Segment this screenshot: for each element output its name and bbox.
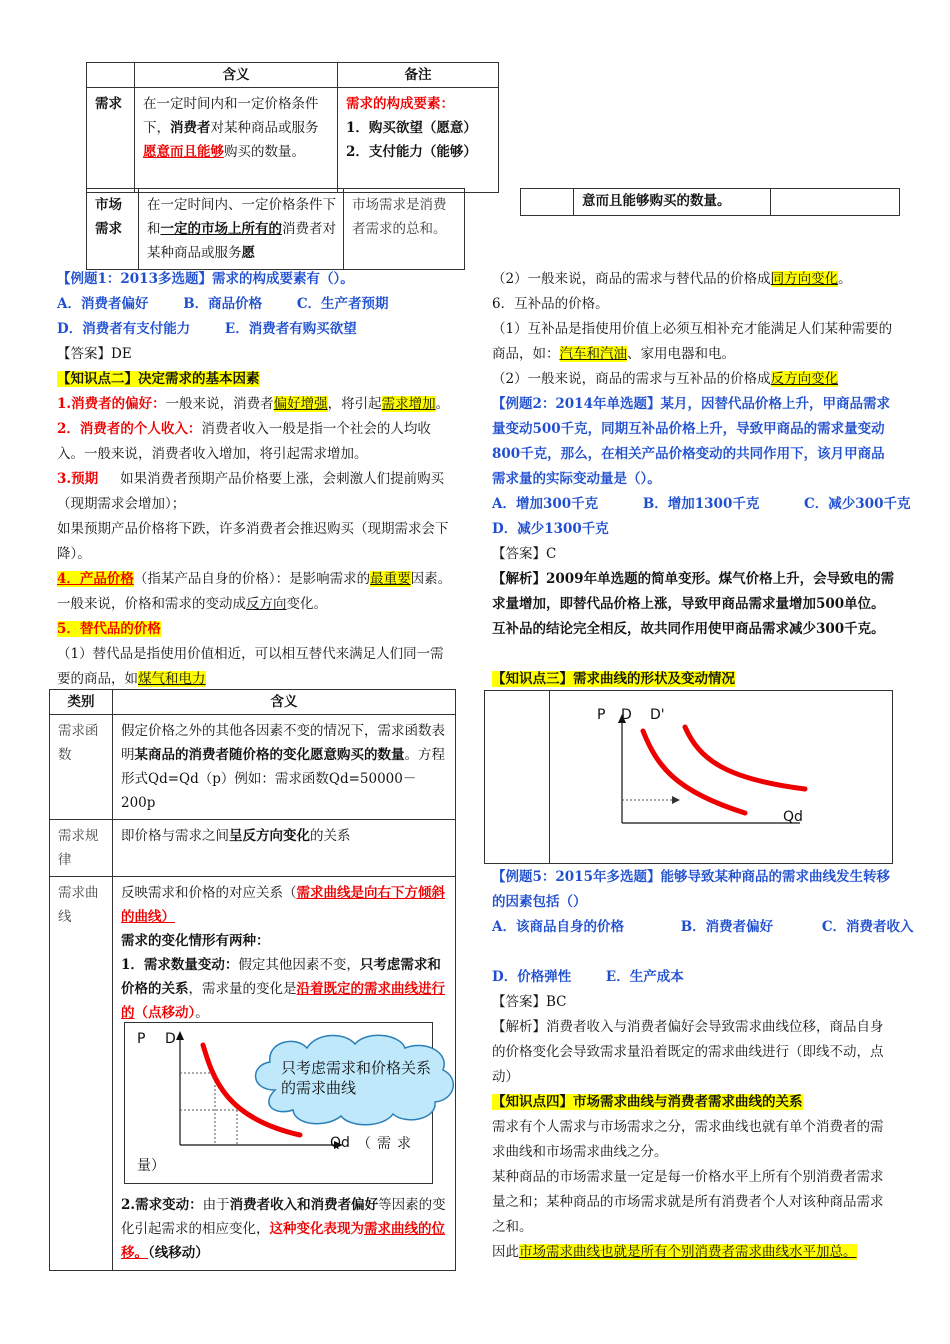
kp4-p3-a: 因此 bbox=[492, 1244, 519, 1260]
ex5-option-e: E．生产成本 bbox=[605, 969, 684, 985]
r3-c2-e: 这种变化表现为 bbox=[269, 1221, 364, 1237]
continued-note-empty bbox=[771, 189, 900, 216]
cloud-callout bbox=[245, 1030, 460, 1130]
table-header-note: 备注 bbox=[338, 63, 499, 88]
r3-c1-b: 假定其他因素不变， bbox=[238, 957, 360, 973]
ex1-option-d: D．消费者有支付能力 bbox=[57, 321, 191, 337]
c6-2-hl: 反方向变化 bbox=[770, 371, 839, 387]
market-def-1: 一定的市场上所有的 bbox=[160, 221, 282, 237]
factor4-text-a: （指某产品自身的价格）：是影响需求的 bbox=[133, 571, 371, 587]
c6-1-text-b: 、家用电器和电。 bbox=[627, 346, 735, 362]
market-def-0: 在一定时间内、一定价格条件下和 bbox=[147, 197, 336, 237]
example1-title: 【例题1：2013多选题】需求的构成要素有（）。 bbox=[57, 271, 354, 287]
factor1 bbox=[57, 392, 449, 417]
r3-change1 bbox=[121, 953, 447, 1025]
ex2-option-b: B．增加1300千克 bbox=[642, 496, 760, 512]
factor4-label: 4．产品价格 bbox=[57, 571, 134, 587]
ex5-option-b: B．消费者偏好 bbox=[680, 919, 774, 935]
demand-note-1: 1．购买欲望（愿意） bbox=[346, 120, 477, 136]
r1-text-a: 假定价格之外的其他各因素不变的情况下，需求函数表明 bbox=[121, 723, 445, 763]
r3-c1-g: 。 bbox=[195, 1005, 209, 1021]
r3-c2-c: 消费者收入和消费者偏好 bbox=[229, 1197, 379, 1213]
example1-options-row1 bbox=[57, 292, 389, 317]
r2-text-c: 的关系 bbox=[310, 828, 351, 844]
factor3-label: 3.预期 bbox=[57, 471, 99, 487]
complement-def bbox=[492, 317, 895, 367]
r3-c2-a: 2.需求变动： bbox=[121, 1197, 203, 1213]
table-header-meaning: 含义 bbox=[135, 63, 338, 88]
kp4-paragraph1: 需求有个人需求与市场需求之分，需求曲线也就有单个消费者的需求曲线和市场需求曲线之分。 bbox=[492, 1119, 884, 1160]
chart2-label-d: D bbox=[621, 707, 632, 723]
factor4-text-b: 因素。 bbox=[410, 571, 452, 587]
r1-text-c: 。方程形式Qd=Qd（p）例如：需求函数Qd=50000－200p bbox=[121, 747, 445, 811]
chart1-label-qd: Qd bbox=[330, 1135, 350, 1151]
factor4 bbox=[57, 567, 451, 592]
factor4-text2-ul: 反方向 bbox=[246, 596, 287, 612]
row-label-market-demand: 市场需求 bbox=[87, 189, 139, 270]
r3-line1 bbox=[121, 881, 447, 929]
factor4-text2-a: 一般来说，价格和需求的变动成 bbox=[57, 596, 246, 612]
factor3 bbox=[57, 467, 457, 567]
factor1-hl2: 需求增加 bbox=[381, 396, 436, 412]
factor4-hl: 最重要 bbox=[370, 571, 411, 587]
chart1-label-qd-tail: （需求 bbox=[357, 1136, 417, 1152]
table-header-empty bbox=[87, 63, 135, 88]
example5-options-row1 bbox=[492, 915, 914, 940]
continued-empty-cell bbox=[521, 189, 574, 216]
factor5-hl: 煤气和电力 bbox=[138, 671, 206, 687]
r3-c2-b: 由于 bbox=[202, 1197, 230, 1213]
factor2-text: 消费者收入一般是指一个社会的人均收入。一般来说，消费者收入增加，将引起需求增加。 bbox=[57, 421, 431, 462]
factor5-label bbox=[57, 617, 161, 642]
chart2-label-p: P bbox=[597, 707, 606, 723]
demand-shift-box bbox=[484, 690, 893, 864]
demand-definition-table bbox=[86, 62, 499, 193]
r2-text-a: 即价格与需求之间 bbox=[121, 828, 229, 844]
demand-note bbox=[338, 88, 499, 193]
ex5-option-a: A．该商品自身的价格 bbox=[492, 919, 624, 935]
factor1-label: 1.消费者的偏好： bbox=[57, 396, 166, 412]
demand-note-2: 2．支付能力（能够） bbox=[346, 144, 477, 160]
kp4-paragraph2: 某种商品的市场需求量一定是每一价格水平上所有个别消费者需求量之和；某种商品的市场需求就是所有消费者个人对该种商品需求之和。 bbox=[492, 1169, 884, 1235]
ex2-option-a: A．增加300千克 bbox=[492, 496, 599, 512]
substitute-sub2 bbox=[492, 267, 852, 292]
market-demand-definition bbox=[139, 189, 344, 270]
sub2-hl: 同方向变化 bbox=[770, 271, 839, 287]
chart2-label-qd: Qd bbox=[783, 809, 803, 825]
market-def-2: 消费者对某种商品或服务 bbox=[147, 221, 336, 261]
kp3-title-text: 【知识点三】需求曲线的形状及变动情况 bbox=[492, 671, 735, 687]
kp2-title-text: 【知识点二】决定需求的基本因素 bbox=[57, 371, 260, 387]
r1-text-b: 某商品的消费者随价格的变化愿意购买的数量 bbox=[134, 747, 405, 763]
chart1-label-d: D bbox=[165, 1031, 176, 1047]
r3-c1-d: ，需求量的变化是 bbox=[188, 981, 297, 997]
factor5-text bbox=[57, 642, 457, 692]
demand-definition bbox=[135, 88, 338, 193]
ex1-option-c: C．生产者预期 bbox=[296, 296, 389, 312]
example2-title: 【例题2：2014年单选题】某月，因替代品价格上升，甲商品需求量变动500千克，同期互补品价格上升，导致甲商品的需求量变动800千克，那么，在相关产品价格变动的共同作用下，该月甲商品需求量的实际变动量是（）。 bbox=[492, 396, 890, 487]
example2-answer: 【答案】C bbox=[492, 546, 557, 562]
c6-2-text-a: （2）一般来说，商品的需求与互补品的价格成 bbox=[492, 371, 771, 387]
demand-note-title: 需求的构成要素： bbox=[346, 96, 454, 112]
r2-text-b: 呈反方向变化 bbox=[229, 828, 310, 844]
factor1-hl1: 偏好增强 bbox=[273, 396, 328, 412]
example5-answer: 【答案】BC bbox=[492, 994, 567, 1010]
cloud-text: 只考虑需求和价格关系的需求曲线 bbox=[281, 1059, 432, 1097]
y-axis-arrow bbox=[176, 1031, 184, 1040]
example2-options-row1 bbox=[492, 492, 910, 517]
chart2-label-d-prime: D' bbox=[650, 707, 665, 723]
r3-c2-g: （线移动） bbox=[148, 1245, 209, 1261]
factor2 bbox=[57, 417, 457, 467]
demand-def-4: 购买的数量。 bbox=[224, 144, 305, 160]
row-label-demand-curve: 需求曲线 bbox=[50, 877, 113, 1271]
ex5-option-d: D．价格弹性 bbox=[492, 969, 572, 985]
ex1-option-b: B．商品价格 bbox=[183, 296, 263, 312]
factor2-label: 2．消费者的个人收入： bbox=[57, 421, 202, 437]
r3-c2-d: 等因素的变化引起需求的相应变化， bbox=[121, 1197, 446, 1237]
complement-title: 6．互补品的价格。 bbox=[492, 296, 609, 312]
factor4-text2-b: 变化。 bbox=[286, 596, 327, 612]
demand-shift-svg bbox=[485, 691, 892, 863]
r3-c1-f: （点移动） bbox=[134, 1005, 196, 1021]
example2-analysis: 【解析】2009年单选题的简单变形。煤气价格上升，会导致电的需求量增加，即替代品价格上涨，导致甲商品需求量增加500单位。互补品的结论完全相反，故共同作用使甲商品需求减少300千克。 bbox=[492, 571, 895, 637]
factor4-line2 bbox=[57, 592, 327, 617]
concept-header-category: 类别 bbox=[50, 690, 113, 715]
example2-options-row2 bbox=[492, 517, 609, 542]
r3-text-b: 需求曲线是向右下方倾斜的曲线） bbox=[121, 885, 445, 925]
kp2-title bbox=[57, 367, 260, 392]
continued-table bbox=[520, 188, 900, 216]
row-label-demand-function: 需求函数 bbox=[50, 715, 113, 820]
r3-two: 需求的变化情形有两种： bbox=[121, 933, 270, 949]
example1-options-row2 bbox=[57, 317, 357, 342]
demand-curve-d-prime bbox=[685, 727, 805, 789]
factor1-text-a: 一般来说，消费者 bbox=[165, 396, 274, 412]
kp4-title bbox=[492, 1090, 803, 1115]
demand-def-1: 消费者 bbox=[170, 120, 211, 136]
row-label-demand-law: 需求规律 bbox=[50, 820, 113, 877]
r3-c2-f: 需求曲线的位移。 bbox=[121, 1221, 445, 1261]
example5-title: 【例题5：2015年多选题】能够导致某种商品的需求曲线发生转移的因素包括（） bbox=[492, 869, 890, 910]
r3-change2 bbox=[121, 1193, 447, 1265]
demand-def-2: 对某种商品或服务 bbox=[210, 120, 319, 136]
factor3-text2: 如果预期产品价格将下跌，许多消费者会推迟购买（现期需求会下降）。 bbox=[57, 521, 449, 562]
demand-law-text bbox=[113, 820, 456, 877]
ex1-option-a: A．消费者偏好 bbox=[57, 296, 149, 312]
example5-analysis: 【解析】消费者收入与消费者偏好会导致需求曲线位移，商品自身的价格变化会导致需求量沿着既定的需求曲线进行（即线不动，点动） bbox=[492, 1019, 884, 1085]
kp4-paragraph3 bbox=[492, 1240, 857, 1265]
factor5-text-a: （1）替代品是指使用价值相近，可以相互替代来满足人们同一需要的商品，如 bbox=[57, 646, 444, 687]
factor1-text-b: ，将引起 bbox=[327, 396, 382, 412]
ex2-option-c: C．减少300千克 bbox=[804, 496, 911, 512]
shift-guide-arrow bbox=[672, 796, 680, 804]
c6-1-hl: 汽车和汽油 bbox=[559, 346, 627, 362]
sub2-text-b: 。 bbox=[838, 271, 852, 287]
ex2-option-d: D．减少1300千克 bbox=[492, 521, 609, 537]
kp4-p3-hl: 市场需求曲线也就是所有个别消费者需求曲线水平加总。 bbox=[519, 1244, 857, 1260]
chart1-label-p: P bbox=[137, 1031, 146, 1047]
complement-sub2 bbox=[492, 367, 838, 392]
kp4-title-text: 【知识点四】市场需求曲线与消费者需求曲线的关系 bbox=[492, 1094, 803, 1110]
r3-c1-e: 沿着既定的需求曲线进行的 bbox=[121, 981, 445, 1021]
market-def-3: 愿 bbox=[241, 245, 255, 261]
r3-c1-c: 只考虑需求和价格的关系 bbox=[121, 957, 441, 997]
factor5-label-text: 5．替代品的价格 bbox=[57, 621, 161, 637]
r3-c1-a: 1．需求数量变动： bbox=[121, 957, 239, 973]
ex5-option-c: C．消费者收入 bbox=[821, 919, 914, 935]
ex1-option-e: E．消费者有购买欲望 bbox=[224, 321, 357, 337]
example5-options-row2 bbox=[492, 965, 684, 990]
demand-def-3: 愿意而且能够 bbox=[143, 144, 224, 160]
sub2-text-a: （2）一般来说，商品的需求与替代品的价格成 bbox=[492, 271, 771, 287]
kp3-title bbox=[492, 667, 735, 692]
r3-text-a: 反映需求和价格的对应关系（ bbox=[121, 885, 297, 901]
demand-function-text bbox=[113, 715, 456, 820]
chart1-label-qd-tail2: 量） bbox=[137, 1158, 165, 1174]
market-demand-table bbox=[86, 188, 465, 270]
c6-1-text-a: （1）互补品是指使用价值上必须互相补充才能满足人们某种需要的商品，如： bbox=[492, 321, 893, 362]
factor1-text-c: 。 bbox=[435, 396, 450, 412]
concept-header-meaning: 含义 bbox=[113, 690, 456, 715]
factor3-text1: 如果消费者预期产品价格要上涨，会刺激人们提前购买（现期需求会增加）； bbox=[57, 471, 445, 512]
row-label-demand: 需求 bbox=[87, 88, 135, 193]
example1-answer: 【答案】DE bbox=[57, 346, 132, 362]
demand-def-0: 在一定时间内和一定价格条件下， bbox=[143, 96, 319, 136]
market-demand-note: 市场需求是消费者需求的总和。 bbox=[344, 189, 465, 270]
continued-text: 意而且能够购买的数量。 bbox=[574, 189, 771, 216]
